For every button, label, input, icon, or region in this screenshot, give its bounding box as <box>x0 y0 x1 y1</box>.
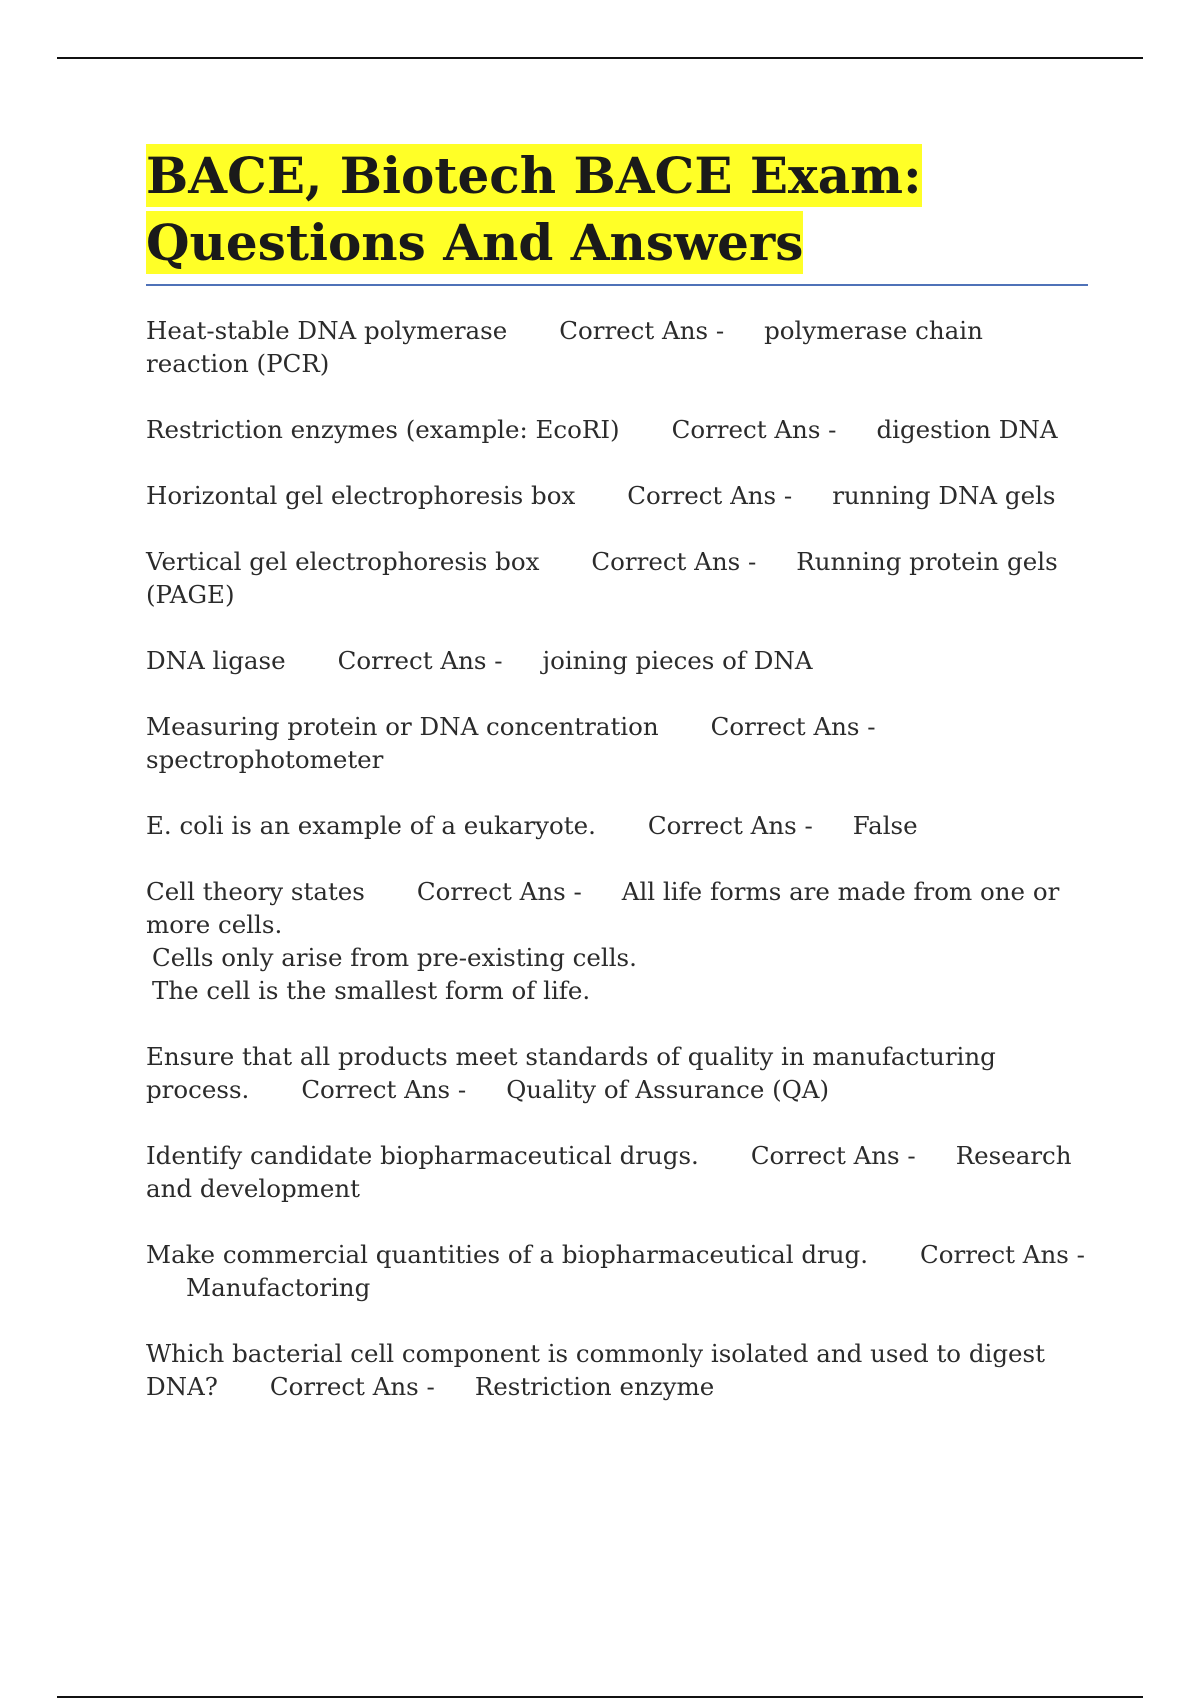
title-underline <box>146 284 1088 286</box>
answer-text: False <box>852 811 918 840</box>
page-title <box>146 142 1090 276</box>
answer-text: polymerase chain reaction (PCR) <box>146 316 983 378</box>
correct-ans-marker: Correct Ans - <box>591 547 757 576</box>
correct-ans-marker: Correct Ans - <box>269 1372 435 1401</box>
question-text: DNA ligase <box>146 646 286 675</box>
answer-text: All life forms are made from one or more cells. <box>146 877 1060 939</box>
qa-item <box>146 314 1090 380</box>
qa-list <box>146 314 1090 1403</box>
question-text: E. coli is an example of a eukaryote. <box>146 811 596 840</box>
qa-item <box>146 1040 1090 1106</box>
correct-ans-marker: Correct Ans - <box>627 481 793 510</box>
correct-ans-marker: Correct Ans - <box>337 646 503 675</box>
answer-text: Manufactoring <box>186 1273 371 1302</box>
answer-text: Restriction enzyme <box>474 1372 715 1401</box>
header-rule <box>57 57 1143 59</box>
correct-ans-marker: Correct Ans - <box>416 877 582 906</box>
correct-ans-marker: Correct Ans - <box>920 1240 1085 1269</box>
correct-ans-marker: Correct Ans - <box>750 1141 916 1170</box>
correct-ans-marker: Correct Ans - <box>647 811 813 840</box>
question-text: Heat-stable DNA polymerase <box>146 316 508 345</box>
qa-item <box>146 1139 1090 1205</box>
answer-text: joining pieces of DNA <box>542 646 813 675</box>
qa-item <box>146 875 1090 1007</box>
answer-text: Research and development <box>146 1141 1072 1203</box>
question-text: Cell theory states <box>146 877 365 906</box>
question-text: Vertical gel electrophoresis box <box>146 547 540 576</box>
correct-ans-marker: Correct Ans - <box>710 712 876 741</box>
question-text: Identify candidate biopharmaceutical drugs. <box>146 1141 699 1170</box>
question-text: Which bacterial cell component is commonly isolated and used to digest DNA? <box>146 1339 1045 1401</box>
answer-extra-line: The cell is the smallest form of life. <box>152 976 591 1005</box>
correct-ans-marker: Correct Ans - <box>671 415 837 444</box>
qa-item <box>146 479 1090 512</box>
answer-text: Quality of Assurance (QA) <box>506 1075 830 1104</box>
correct-ans-marker: Correct Ans - <box>301 1075 467 1104</box>
answer-text: spectrophotometer <box>146 745 384 774</box>
answer-text: Running protein gels (PAGE) <box>146 547 1058 609</box>
qa-item <box>146 545 1090 611</box>
answer-text: running DNA gels <box>832 481 1056 510</box>
question-text: Horizontal gel electrophoresis box <box>146 481 576 510</box>
answer-extra-line: Cells only arise from pre-existing cells. <box>152 943 637 972</box>
qa-item <box>146 413 1090 446</box>
document-body <box>146 142 1090 1436</box>
qa-item <box>146 1337 1090 1403</box>
qa-item <box>146 1238 1090 1304</box>
qa-item <box>146 809 1090 842</box>
question-text: Restriction enzymes (example: EcoRI) <box>146 415 620 444</box>
correct-ans-marker: Correct Ans - <box>559 316 725 345</box>
question-text: Measuring protein or DNA concentration <box>146 712 659 741</box>
question-text: Make commercial quantities of a biopharmaceutical drug. <box>146 1240 868 1269</box>
title-line-1: BACE, Biotech BACE Exam: <box>146 146 922 205</box>
qa-item <box>146 710 1090 776</box>
qa-item <box>146 644 1090 677</box>
footer-rule <box>57 1696 1143 1698</box>
title-line-2: Questions And Answers <box>146 213 804 272</box>
question-text: Ensure that all products meet standards of quality in manufacturing process. <box>146 1042 996 1104</box>
answer-text: digestion DNA <box>876 415 1058 444</box>
